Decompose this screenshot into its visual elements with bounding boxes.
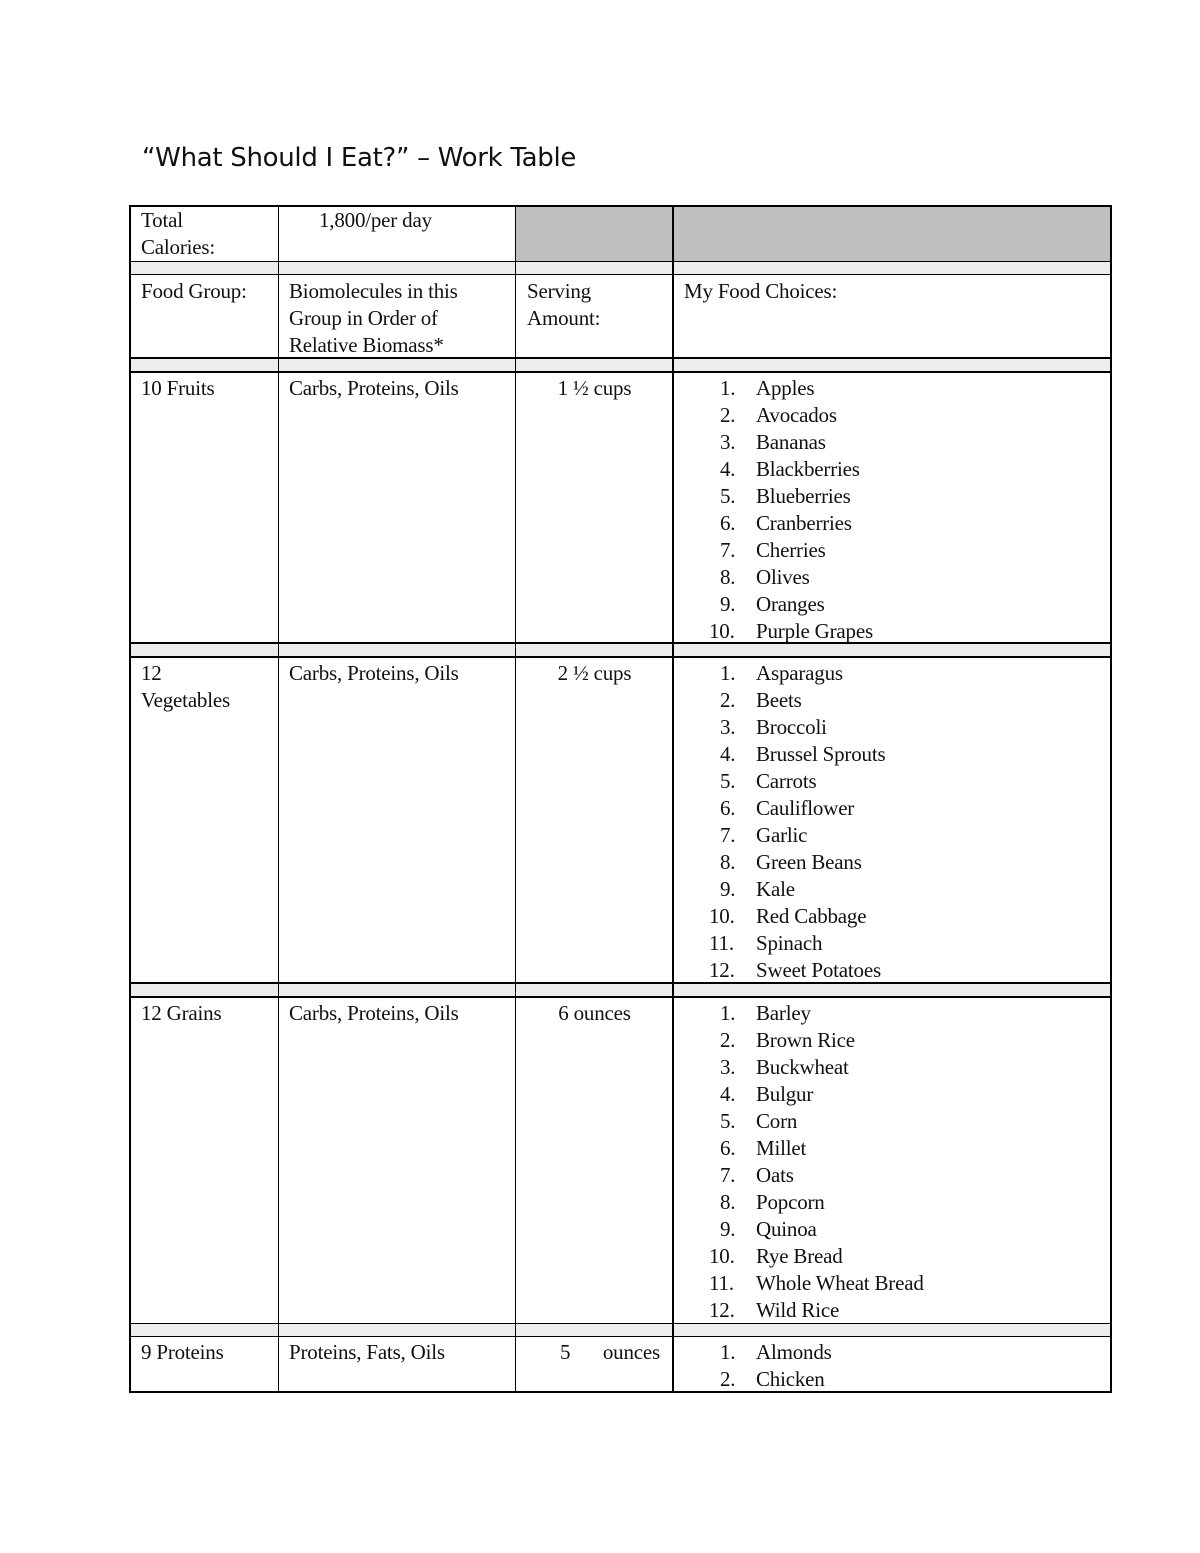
list-item-number: 1.: [720, 376, 736, 400]
list-item-label: Red Cabbage: [756, 904, 867, 928]
list-item-number: 7.: [720, 1163, 736, 1187]
biomolecules-fruits: Carbs, Proteins, Oils: [289, 376, 459, 400]
list-item-number: 2.: [720, 1028, 736, 1052]
list-item-label: Cauliflower: [756, 796, 855, 820]
row-divider: [129, 261, 1112, 262]
list-item-label: Millet: [756, 1136, 807, 1160]
list-item-label: Rye Bread: [756, 1244, 843, 1268]
serving-vegetables: 2 ½ cups: [557, 661, 632, 685]
biomolecules-grains: Carbs, Proteins, Oils: [289, 1001, 459, 1025]
list-item-label: Garlic: [756, 823, 808, 847]
list-item-number: 10.: [709, 619, 735, 643]
list-item-number: 8.: [720, 1190, 736, 1214]
header-choices: My Food Choices:: [684, 279, 838, 303]
serving-fruits: 1 ½ cups: [557, 376, 632, 400]
list-item-number: 9.: [720, 592, 736, 616]
list-item-number: 11.: [709, 931, 734, 955]
list-item-label: Purple Grapes: [756, 619, 873, 643]
row-divider: [129, 656, 1112, 658]
shaded-cell: [516, 206, 673, 261]
row-divider: [129, 982, 1112, 984]
header-biomolecules: Biomolecules in this Group in Order of Relative Biomass*: [289, 279, 458, 357]
list-item-label: Buckwheat: [756, 1055, 849, 1079]
list-item-number: 5.: [720, 769, 736, 793]
list-item-number: 2.: [720, 403, 736, 427]
list-item-label: Carrots: [756, 769, 817, 793]
list-item-number: 2.: [720, 688, 736, 712]
list-item-number: 10.: [709, 904, 735, 928]
list-item-label: Wild Rice: [756, 1298, 840, 1322]
list-item-number: 3.: [720, 1055, 736, 1079]
list-item-label: Cherries: [756, 538, 826, 562]
list-item-label: Barley: [756, 1001, 811, 1025]
list-item-label: Beets: [756, 688, 802, 712]
list-item-number: 1.: [720, 1001, 736, 1025]
list-item-number: 6.: [720, 796, 736, 820]
list-item-label: Quinoa: [756, 1217, 817, 1241]
list-item-number: 7.: [720, 538, 736, 562]
list-item-number: 4.: [720, 1082, 736, 1106]
list-item-label: Cranberries: [756, 511, 852, 535]
list-item-label: Brussel Sprouts: [756, 742, 886, 766]
list-item-number: 1.: [720, 1340, 736, 1364]
list-item-number: 3.: [720, 430, 736, 454]
list-item-number: 5.: [720, 1109, 736, 1133]
row-divider: [129, 1323, 1112, 1324]
list-item-number: 4.: [720, 742, 736, 766]
list-item-label: Corn: [756, 1109, 798, 1133]
page-title: “What Should I Eat?” – Work Table: [142, 143, 577, 173]
list-item-number: 9.: [720, 1217, 736, 1241]
table-border: [129, 205, 131, 1393]
table-border: [129, 205, 1112, 207]
list-item-number: 4.: [720, 457, 736, 481]
list-item-label: Kale: [756, 877, 795, 901]
list-item-label: Popcorn: [756, 1190, 825, 1214]
biomolecules-vegetables: Carbs, Proteins, Oils: [289, 661, 459, 685]
list-item-number: 9.: [720, 877, 736, 901]
list-item-label: Apples: [756, 376, 815, 400]
list-item-number: 12.: [709, 1298, 735, 1322]
list-item-number: 10.: [709, 1244, 735, 1268]
serving-proteins: 5 ounces: [560, 1340, 660, 1364]
list-item-label: Oats: [756, 1163, 794, 1187]
list-item-label: Brown Rice: [756, 1028, 855, 1052]
header-food-group: Food Group:: [141, 279, 247, 303]
food-group-vegetables: 12 Vegetables: [141, 661, 230, 712]
list-item-number: 6.: [720, 511, 736, 535]
shaded-cell: [674, 206, 1111, 261]
food-group-grains: 12 Grains: [141, 1001, 222, 1025]
list-item-label: Bananas: [756, 430, 826, 454]
row-divider: [129, 1336, 1112, 1337]
list-item-number: 7.: [720, 823, 736, 847]
total-calories-label: Total Calories:: [141, 208, 216, 259]
list-item-label: Bulgur: [756, 1082, 814, 1106]
table-border: [129, 1391, 1112, 1393]
list-item-label: Whole Wheat Bread: [756, 1271, 924, 1295]
list-item-number: 8.: [720, 850, 736, 874]
row-divider: [129, 371, 1112, 373]
list-item-number: 3.: [720, 715, 736, 739]
list-item-label: Olives: [756, 565, 810, 589]
row-divider: [129, 274, 1112, 275]
biomolecules-proteins: Proteins, Fats, Oils: [289, 1340, 445, 1364]
list-item-label: Green Beans: [756, 850, 862, 874]
list-item-label: Oranges: [756, 592, 825, 616]
list-item-number: 12.: [709, 958, 735, 982]
list-item-label: Chicken: [756, 1367, 825, 1391]
food-group-proteins: 9 Proteins: [141, 1340, 224, 1364]
list-item-label: Blueberries: [756, 484, 851, 508]
list-item-label: Almonds: [756, 1340, 832, 1364]
row-divider: [129, 357, 1112, 359]
row-divider: [129, 642, 1112, 644]
header-serving: Serving Amount:: [527, 279, 601, 330]
list-item-number: 8.: [720, 565, 736, 589]
list-item-number: 2.: [720, 1367, 736, 1391]
food-group-fruits: 10 Fruits: [141, 376, 215, 400]
list-item-label: Blackberries: [756, 457, 860, 481]
list-item-label: Asparagus: [756, 661, 843, 685]
list-item-label: Broccoli: [756, 715, 827, 739]
list-item-number: 11.: [709, 1271, 734, 1295]
list-item-label: Sweet Potatoes: [756, 958, 881, 982]
list-item-label: Avocados: [756, 403, 837, 427]
list-item-number: 1.: [720, 661, 736, 685]
list-item-label: Spinach: [756, 931, 823, 955]
serving-grains: 6 ounces: [558, 1001, 631, 1025]
column-divider: [278, 205, 279, 1393]
row-divider: [129, 996, 1112, 998]
table-border: [1110, 205, 1112, 1393]
total-calories-value: 1,800/per day: [319, 208, 432, 232]
list-item-number: 5.: [720, 484, 736, 508]
list-item-number: 6.: [720, 1136, 736, 1160]
